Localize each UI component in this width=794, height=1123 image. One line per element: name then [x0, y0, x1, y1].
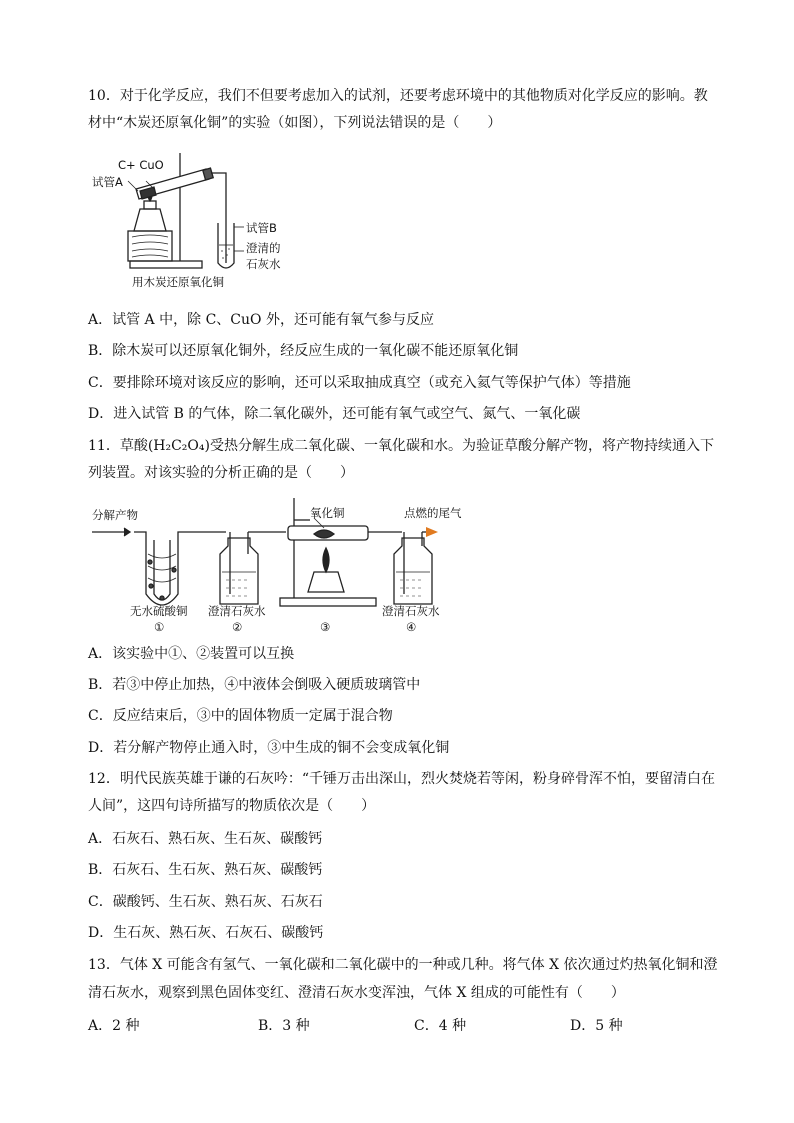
q10-option-c: C．要排除环境对该反应的影响，还可以采取抽成真空（或充入氦气等保护气体）等措施	[88, 375, 631, 391]
label-reagent: C+ CuO	[118, 158, 164, 172]
q13-option-b: B．3 种	[258, 1018, 310, 1034]
label-num-1: ①	[154, 620, 165, 634]
q10-option-a: A．试管 A 中，除 C、CuO 外，还可能有氧气参与反应	[88, 312, 434, 328]
label-tube-b: 试管B	[246, 221, 277, 235]
q11-option-c: C．反应结束后，③中的固体物质一定属于混合物	[88, 708, 393, 724]
figure-caption: 用木炭还原氧化铜	[132, 275, 224, 289]
q11-option-a: A．该实验中①、②装置可以互换	[88, 646, 295, 662]
label-limewater-2: 石灰水	[246, 257, 281, 271]
q11-stem-line1: 11．草酸(H₂C₂O₄)受热分解生成二氧化碳、一氧化碳和水。为验证草酸分解产物，将产物持续通入下	[88, 438, 714, 454]
q10-option-b: B．除木炭可以还原氧化铜外，经反应生成的一氧化碳不能还原氧化铜	[88, 343, 519, 359]
label-bottle-4: 澄清石灰水	[382, 604, 440, 618]
q10-figure	[88, 145, 288, 295]
q11-stem-line2: 列装置。对该实验的分析正确的是（ ）	[88, 465, 354, 481]
q12-option-b: B．石灰石、生石灰、熟石灰、碳酸钙	[88, 862, 323, 878]
label-num-3: ③	[320, 620, 331, 634]
label-cuo: 氧化铜	[310, 506, 345, 520]
q11-option-b: B．若③中停止加热，④中液体会倒吸入硬质玻璃管中	[88, 677, 421, 693]
q12-option-a: A．石灰石、熟石灰、生石灰、碳酸钙	[88, 831, 323, 847]
label-tail-gas: 点燃的尾气	[404, 506, 462, 520]
q10-stem-line1: 10．对于化学反应，我们不但要考虑加入的试剂，还要考虑环境中的其他物质对化学反应的影响。教	[88, 88, 708, 104]
q12-option-d: D．生石灰、熟石灰、石灰石、碳酸钙	[88, 925, 324, 941]
q12-stem-line1: 12．明代民族英雄于谦的石灰吟：“千锤万击出深山，烈火焚烧若等闲，粉身碎骨浑不怕，要留清白在	[88, 771, 715, 787]
label-inlet: 分解产物	[92, 508, 138, 522]
label-limewater-1: 澄清的	[246, 241, 281, 255]
q10-option-d: D．进入试管 B 的气体，除二氧化碳外，还可能有氧气或空气、氮气、一氧化碳	[88, 406, 581, 422]
q11-option-d: D．若分解产物停止通入时，③中生成的铜不会变成氧化铜	[88, 740, 450, 756]
label-bottle-2: 澄清石灰水	[208, 604, 266, 618]
q11-figure	[88, 494, 468, 634]
label-tube-a: 试管A	[92, 175, 123, 189]
q13-option-d: D．5 种	[570, 1018, 623, 1034]
q12-option-c: C．碳酸钙、生石灰、熟石灰、石灰石	[88, 894, 323, 910]
q12-stem-line2: 人间”，这四句诗所描写的物质依次是（ ）	[88, 798, 376, 814]
q13-stem-line2: 清石灰水，观察到黑色固体变红、澄清石灰水变浑浊，气体 X 组成的可能性有（ ）	[88, 985, 625, 1001]
label-u-tube: 无水硫酸铜	[130, 604, 188, 618]
q13-option-a: A．2 种	[88, 1018, 140, 1034]
q13-option-c: C．4 种	[414, 1018, 467, 1034]
label-num-2: ②	[232, 620, 243, 634]
q13-stem-line1: 13．气体 X 可能含有氢气、一氧化碳和二氧化碳中的一种或几种。将气体 X 依次通过灼热氧化铜和澄	[88, 957, 718, 973]
label-num-4: ④	[406, 620, 417, 634]
q10-stem-line2: 材中“木炭还原氧化铜”的实验（如图），下列说法错误的是（ ）	[88, 115, 502, 131]
